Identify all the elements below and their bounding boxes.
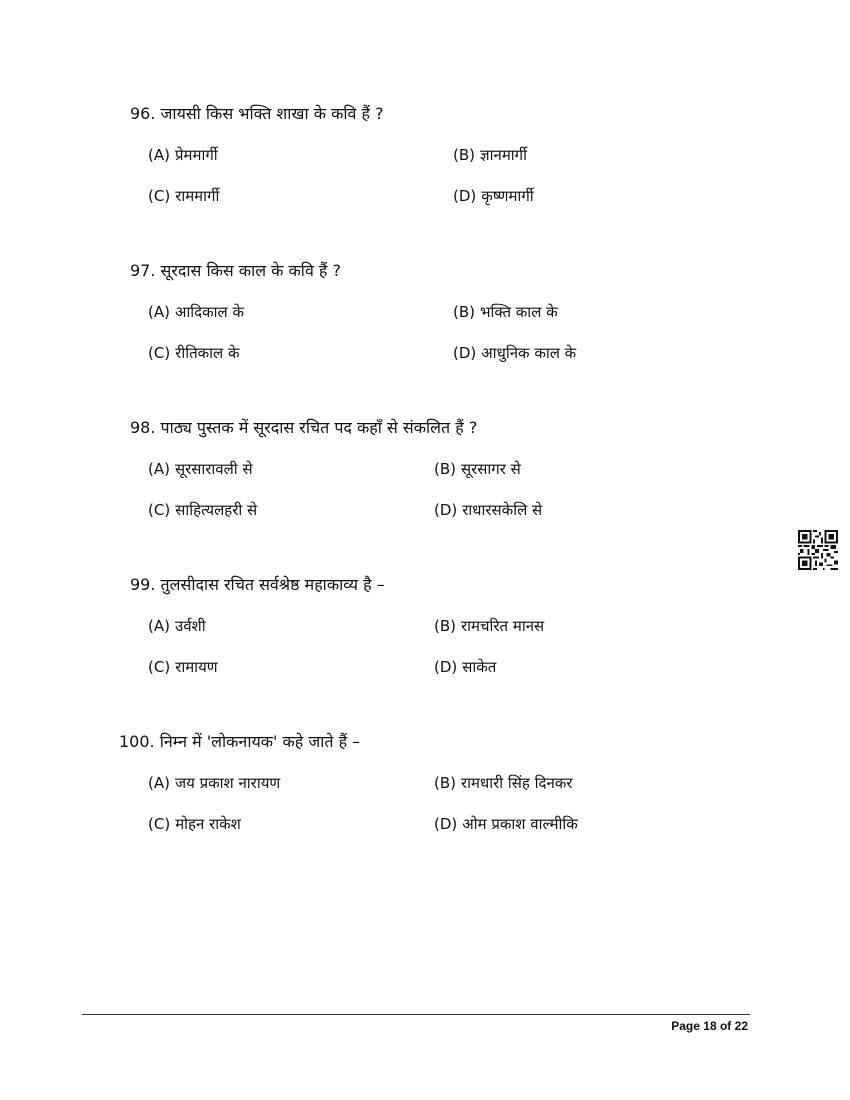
option-text: ओम प्रकाश वाल्मीकि bbox=[462, 815, 578, 833]
option-label: (D) bbox=[434, 658, 458, 676]
option-label: (B) bbox=[434, 774, 456, 792]
option-96-d bbox=[453, 186, 534, 206]
qr-code-icon bbox=[798, 530, 838, 570]
option-text: भक्ति काल के bbox=[480, 303, 558, 321]
page-footer bbox=[671, 1019, 748, 1033]
option-label: (C) bbox=[148, 815, 171, 833]
option-100-c bbox=[148, 814, 241, 834]
option-text: रीतिकाल के bbox=[175, 344, 240, 362]
option-100-d bbox=[434, 814, 578, 834]
option-label: (A) bbox=[148, 617, 170, 635]
option-label: (B) bbox=[434, 617, 456, 635]
of-word: of bbox=[719, 1019, 732, 1033]
question-96 bbox=[130, 104, 384, 124]
question-number: 100. bbox=[119, 732, 155, 751]
option-98-c bbox=[148, 500, 257, 520]
option-text: सूरसारावली से bbox=[174, 460, 253, 478]
option-label: (C) bbox=[148, 501, 171, 519]
page-word: Page bbox=[671, 1019, 700, 1033]
question-text: निम्न में 'लोकनायक' कहे जाते हैं – bbox=[159, 732, 361, 751]
question-number: 96. bbox=[130, 104, 156, 123]
option-text: मोहन राकेश bbox=[175, 815, 241, 833]
option-label: (A) bbox=[148, 774, 170, 792]
option-96-a bbox=[148, 145, 218, 165]
option-text: साकेत bbox=[462, 658, 497, 676]
option-96-b bbox=[453, 145, 527, 165]
option-label: (A) bbox=[148, 303, 170, 321]
question-98 bbox=[130, 418, 477, 438]
question-number: 98. bbox=[130, 418, 156, 437]
option-97-a bbox=[148, 302, 244, 322]
question-97 bbox=[130, 261, 341, 281]
option-97-c bbox=[148, 343, 240, 363]
option-text: आधुनिक काल के bbox=[481, 344, 577, 362]
option-text: आदिकाल के bbox=[174, 303, 245, 321]
option-97-b bbox=[453, 302, 558, 322]
page-number: 18 bbox=[703, 1019, 717, 1033]
question-text: तुलसीदास रचित सर्वश्रेष्ठ महाकाव्य है – bbox=[160, 575, 385, 594]
option-label: (A) bbox=[148, 146, 170, 164]
option-100-b bbox=[434, 773, 572, 793]
option-label: (B) bbox=[434, 460, 456, 478]
option-text: प्रेममार्गी bbox=[174, 146, 218, 164]
option-label: (D) bbox=[453, 344, 477, 362]
option-100-a bbox=[148, 773, 280, 793]
option-99-c bbox=[148, 657, 218, 677]
option-label: (A) bbox=[148, 460, 170, 478]
option-text: उर्वशी bbox=[174, 617, 206, 635]
option-98-a bbox=[148, 459, 253, 479]
option-label: (C) bbox=[148, 187, 171, 205]
option-label: (D) bbox=[434, 501, 458, 519]
option-98-b bbox=[434, 459, 521, 479]
option-99-a bbox=[148, 616, 206, 636]
question-text: जायसी किस भक्ति शाखा के कवि हैं ? bbox=[160, 104, 384, 123]
option-96-c bbox=[148, 186, 219, 206]
option-label: (D) bbox=[453, 187, 477, 205]
option-text: राममार्गी bbox=[175, 187, 220, 205]
total-pages: 22 bbox=[734, 1019, 748, 1033]
question-text: पाठ्य पुस्तक में सूरदास रचित पद कहाँ से संकलित हैं ? bbox=[160, 418, 478, 437]
option-text: राधारसकेलि से bbox=[462, 501, 543, 519]
option-99-b bbox=[434, 616, 544, 636]
option-text: रामायण bbox=[175, 658, 218, 676]
question-number: 99. bbox=[130, 575, 156, 594]
question-100 bbox=[119, 732, 360, 752]
option-99-d bbox=[434, 657, 496, 677]
footer-divider bbox=[82, 1014, 750, 1015]
option-text: रामधारी सिंह दिनकर bbox=[461, 774, 573, 792]
question-99 bbox=[130, 575, 385, 595]
question-number: 97. bbox=[130, 261, 156, 280]
option-text: कृष्णमार्गी bbox=[481, 187, 534, 205]
question-text: सूरदास किस काल के कवि हैं ? bbox=[160, 261, 342, 280]
option-label: (C) bbox=[148, 658, 171, 676]
option-text: रामचरित मानस bbox=[461, 617, 545, 635]
option-text: ज्ञानमार्गी bbox=[480, 146, 528, 164]
option-text: साहित्यलहरी से bbox=[175, 501, 258, 519]
option-label: (C) bbox=[148, 344, 171, 362]
option-label: (B) bbox=[453, 146, 475, 164]
option-98-d bbox=[434, 500, 542, 520]
option-label: (D) bbox=[434, 815, 458, 833]
option-label: (B) bbox=[453, 303, 475, 321]
option-97-d bbox=[453, 343, 576, 363]
option-text: सूरसागर से bbox=[461, 460, 521, 478]
option-text: जय प्रकाश नारायण bbox=[174, 774, 281, 792]
